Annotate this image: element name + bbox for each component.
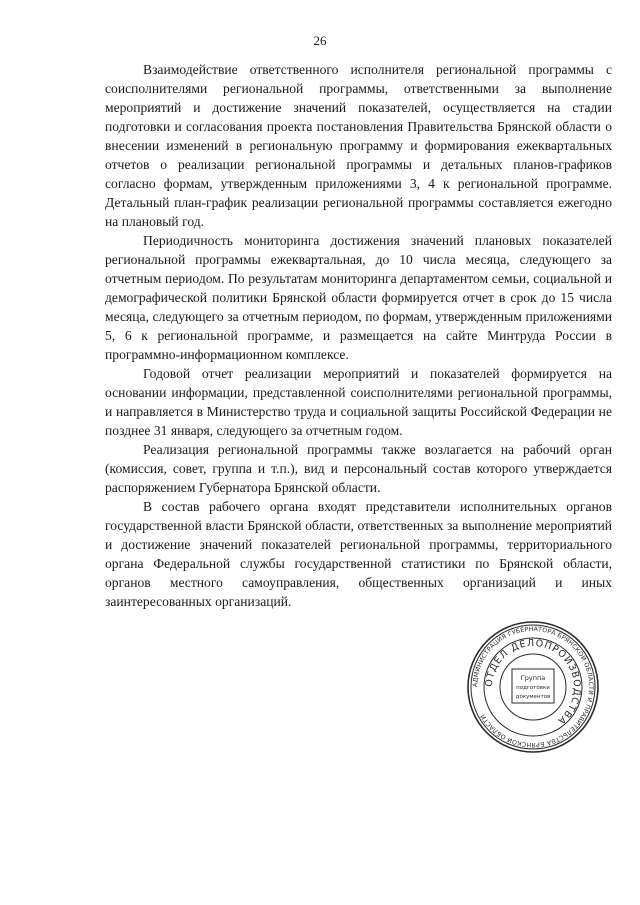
document-body [105, 60, 612, 611]
stamp-center-line-2: подготовки [516, 685, 550, 691]
paragraph-monitoring: Периодичность мониторинга достижения значений плановых показателей региональной программы ежеквартальная, до 10 числа месяца, следующего за отчетным периодом. По результатам мониторинга департаментом семьи, социальной и демографической политики Брянской области формируется отчет в срок до 15 числа месяца, следующего за отчетным периодом, по формам, утвержденным приложениями 5, 6 к региональной программе, и размещается на сайте Минтруда России в программно-информационном комплексе. [105, 233, 612, 362]
paragraph-annual-report: Годовой отчет реализации мероприятий и показателей формируется на основании информации, представленной соисполнителями региональной программы, и направляется в Министерство труда и социальной защиты Российской Федерации не позднее 31 января, следующего за отчетным годом. [105, 366, 612, 438]
stamp-inner-ring-text: ОТДЕЛ ДЕЛОПРОИЗВОДСТВА [483, 637, 583, 727]
paragraph-working-body-members: В состав рабочего органа входят представители исполнительных органов государственной власти Брянской области, ответственных за выполнение мероприятий и достижение значений показателей региональной программы, территориального органа Федеральной службы государственной статистики по Брянской области, органов местного самоуправления, общественных организаций и иных заинтересованных организаций. [105, 499, 612, 609]
svg-text:ОТДЕЛ ДЕЛОПРОИЗВОДСТВА [484, 638, 582, 727]
paragraph-working-body: Реализация региональной программы также возлагается на рабочий орган (комиссия, совет, группа и т.п.), вид и персональный состав которого утверждается распоряжением Губернатора Брянской области. [105, 442, 612, 495]
stamp-center-line-1: Группа [520, 674, 546, 682]
stamp-center-line-3: документов [515, 694, 551, 700]
page-number: 26 [313, 33, 327, 48]
official-stamp [466, 620, 600, 754]
stamp-outer-ring-text: АДМИНИСТРАЦИЯ ГУБЕРНАТОРА БРЯНСКОЙ ОБЛАСТИ И ПРАВИТЕЛЬСТВА БРЯНСКОЙ ОБЛАСТИ [471, 625, 595, 749]
paragraph-interaction: Взаимодействие ответственного исполнителя региональной программы с соисполнителями региональной программы, ответственными за выполнение мероприятий и достижение значений показателей, осуществляется на стадии подготовки и согласования проекта постановления Правительства Брянской области о внесении изменений в региональную программу и формирования ежеквартальных отчетов о реализации региональной программы и детальных планов-графиков согласно формам, утвержденным приложениями 3, 4 к региональной программе. Детальный план-график реализации региональной программы составляется ежегодно на плановый год. [105, 62, 612, 229]
